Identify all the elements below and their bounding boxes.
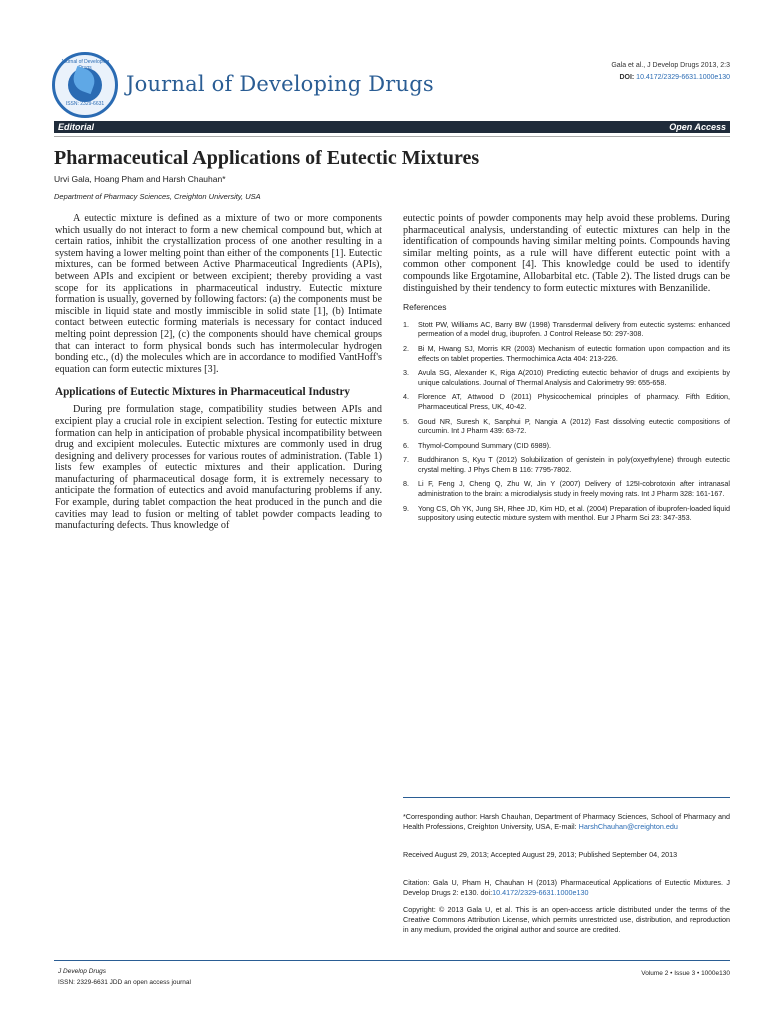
header-citation (611, 60, 730, 84)
section-heading: Applications of Eutectic Mixtures in Pharmaceutical Industry (55, 386, 351, 399)
right-column (403, 213, 730, 528)
reference-item: 9. Yong CS, Oh YK, Jung SH, Rhee JD, Kim HD, et al. (2004) Preparation of ibuprofen-loaded liquid suppository using eutectic mixture system with menthol. Eur J Pharm Sci 23: 347-353. (403, 503, 730, 523)
footer-journal: J Develop Drugs (58, 968, 107, 975)
reference-item: 4. Florence AT, Attwood D (2011) Physicochemical principles of pharmacy. Fifth Edition, Pharmaceutical Press, UK, 40-42. (403, 392, 730, 411)
continued-paragraph: eutectic points of powder components may help avoid these problems. During pharmaceutical analysis, understanding of eutectic mixtures can help in the identification of compounds having similar melting points. Compounds having similar melting points, as a rule will have different eutectic point with a common other component [4]. This knowledge could be used to identify compounds like Ergotamine, Allobarbital etc. (Table 2). The listed drugs can be distinguished by their tendency to form eutectic mixtures with Benzanilide. (403, 213, 730, 294)
copyright-note: Copyright: © 2013 Gala U, et al. This is an open-access article distributed under the terms of the Creative Commons Attribution License, which permits unrestricted use, distribution, and reproduction in any medium, provided the original author and source are credited. (403, 905, 730, 934)
logo-issn: ISSN: 2329-6631 (65, 101, 105, 107)
reference-item: 3. Avula SG, Alexander K, Riga A(2010) Predicting eutectic behavior of drugs and excipients by unique calculations. Journal of Thermal Analysis and Calorimetry 99: 655-658. (403, 368, 730, 387)
doi-link[interactable]: 10.4172/2329-6631.1000e130 (636, 74, 730, 81)
reference-item: 7. Buddhiranon S, Kyu T (2012) Solubilization of genistein in poly(oxyethylene) through eutectic crystal melting. J Phys Chem B 116: 7795-7802. (403, 455, 730, 474)
doi-line (611, 72, 730, 84)
reference-item: 1. Stott PW, Williams AC, Barry BW (1998) Transdermal delivery from eutectic systems: enhanced permeation of a model drug, ibuprofen. J Control Release 50: 297-308. (403, 319, 730, 339)
logo-ring-text: Journal of Developing (60, 59, 110, 65)
footer-journal-info (58, 966, 191, 988)
citation-doi-link[interactable]: 10.4172/2329-6631.1000e130 (492, 887, 589, 897)
footer-divider (54, 960, 730, 961)
article-title: Pharmaceutical Applications of Eutectic Mixtures (54, 147, 480, 169)
footnote-divider (403, 797, 730, 798)
header-divider (54, 136, 730, 137)
footer-issn: ISSN: 2329-6631 JDD an open access journal (58, 979, 191, 986)
left-column (55, 213, 382, 532)
journal-logo (52, 52, 118, 118)
article-affiliation: Department of Pharmacy Sciences, Creighton University, USA (54, 192, 261, 201)
reference-item: 5. Goud NR, Suresh K, Sanphui P, Nangia A (2012) Fast dissolving eutectic compositions of curcumin. Int J Pharm 439: 63-72. (403, 416, 730, 436)
intro-paragraph: A eutectic mixture is defined as a mixture of two or more components which usually do not interact to form a new chemical compound but, which at certain ratios, inhibit the crystallization process of one another resulting in a system having a lower melting point than either of the components [1]. Eutectic mixtures, can be formed between Active Pharmaceutical Ingredients (APIs), between APIs and excipient or between excipient; thereby providing a vast scope for its applications in pharmaceutical industry. Eutectic mixture formation is usually, governed by following factors: (a) the components must be miscible in liquid state and mostly immiscible in solid state [1], (b) Intimate contact between eutectic forming materials is necessary for contact induced melting point depression [2], (c) the components should have chemical groups that can interact to form physical bonds such has intermolecular hydrogen bonding etc., (d) the molecules which are in accordance to modified VantHoff's equation can form eutectic mixtures [3]. (55, 213, 382, 375)
references-heading: References (403, 302, 447, 313)
reference-item: 2. Bi M, Hwang SJ, Morris KR (2003) Mechanism of eutectic formation upon compaction and its effects on tablet properties. Thermochimica Acta 404: 213-226. (403, 343, 730, 363)
author-email-link[interactable]: HarshChauhan@creighton.edu (578, 821, 678, 831)
reference-item: 8. Li F, Feng J, Cheng Q, Zhu W, Jin Y (2007) Delivery of 125I-cobrotoxin after intranasal administration to the brain: a microdialysis study in freely moving rats. Int J Pharm 328: 161-167. (403, 479, 730, 499)
citation-note: Citation: Gala U, Pham H, Chauhan H (2013) Pharmaceutical Applications of Eutectic Mixtures. J Develop Drugs 2: e130. doi:10.4172/2329-6631.1000e130 (403, 878, 730, 897)
open-access-label: Open Access (669, 122, 726, 132)
article-type-bar (54, 121, 730, 133)
article-authors: Urvi Gala, Hoang Pham and Harsh Chauhan* (54, 174, 226, 184)
journal-name: Journal of Developing Drugs (126, 72, 434, 96)
doi-label: DOI: (619, 74, 635, 81)
reference-item: 6. Thymol-Compound Summary (CID 6989). (403, 440, 552, 450)
corresponding-author-note: *Corresponding author: Harsh Chauhan, Department of Pharmacy Sciences, School of Pharmacy and Health Professions, Creighton University, USA, E-mail: HarshChauhan@creighton.edu (403, 812, 730, 831)
footer-volume: Volume 2 • Issue 3 • 1000e130 (641, 970, 730, 977)
received-dates: Received August 29, 2013; Accepted August 29, 2013; Published September 04, 2013 (403, 850, 678, 859)
reference-list (403, 320, 730, 523)
applications-paragraph: During pre formulation stage, compatibility studies between APIs and excipient play a crucial role in excipient selection. Testing for eutectic mixture formation can help in anticipation of probable physical incompatibility between drug and excipient molecules. Eutectic mixtures are commonly used in drug designing and delivery processes for various routes of administration. (Table 1) lists few examples of eutectic mixtures and their application. During manufacturing of pharmaceutical dosage form, it is extremely necessary to anticipate the formation of eutectics and avoid manufacturing problems if any. For example, during tablet compaction the heat produced in the punch and die cavities may lead to fusion or melting of tablet powder compacts leading to manufacturing defects. Thus knowledge of (55, 404, 382, 532)
article-type-label: Editorial (58, 122, 95, 132)
citation-line: Gala et al., J Develop Drugs 2013, 2:3 (611, 62, 730, 69)
